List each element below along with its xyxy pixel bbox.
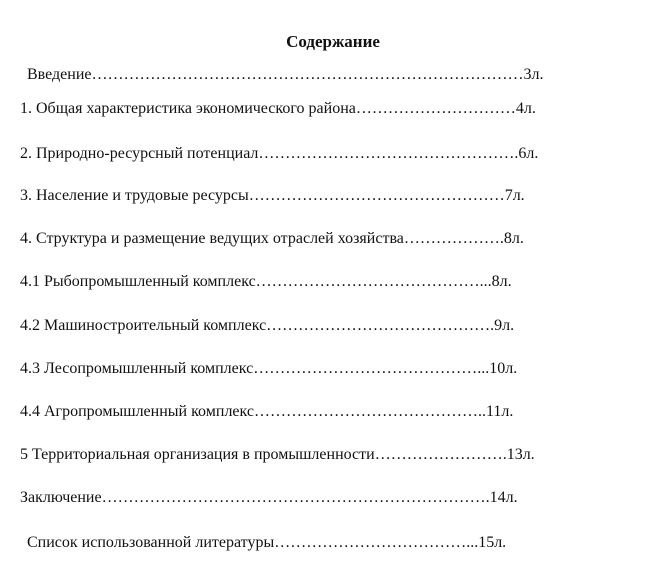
toc-entry-bibliography: Список использованной литературы………………………………...15л. — [27, 534, 507, 551]
toc-entry-4: 4. Структура и размещение ведущих отраслей хозяйства……………….8л. — [20, 230, 524, 247]
toc-entry-2: 2. Природно-ресурсный потенциал………………………………………….6л. — [20, 145, 539, 162]
toc-entry-4-1: 4.1 Рыбопромышленный комплекс……………………………………...8л. — [20, 273, 512, 290]
page-title: Содержание — [286, 32, 380, 51]
toc-entry-3: 3. Население и трудовые ресурсы…………………………………………7л. — [20, 187, 525, 204]
toc-entry-4-3: 4.3 Лесопромышленный комплекс……………………………………...10л. — [20, 360, 518, 377]
toc-entry-conclusion: Заключение……………………………………………………………….14л. — [20, 489, 518, 506]
toc-entry-4-2: 4.2 Машиностроительный комплекс…………………………………….9л. — [20, 317, 515, 334]
toc-entry-introduction: Введение………………………………………………………………………3л. — [27, 66, 544, 83]
toc-entry-5: 5 Территориальная организация в промышленности…………………….13л. — [20, 446, 535, 463]
toc-entry-1: 1. Общая характеристика экономического района…………………………4л. — [20, 100, 536, 117]
toc-entry-4-4: 4.4 Агропромышленный комплекс……………………………………..11л. — [20, 403, 514, 420]
